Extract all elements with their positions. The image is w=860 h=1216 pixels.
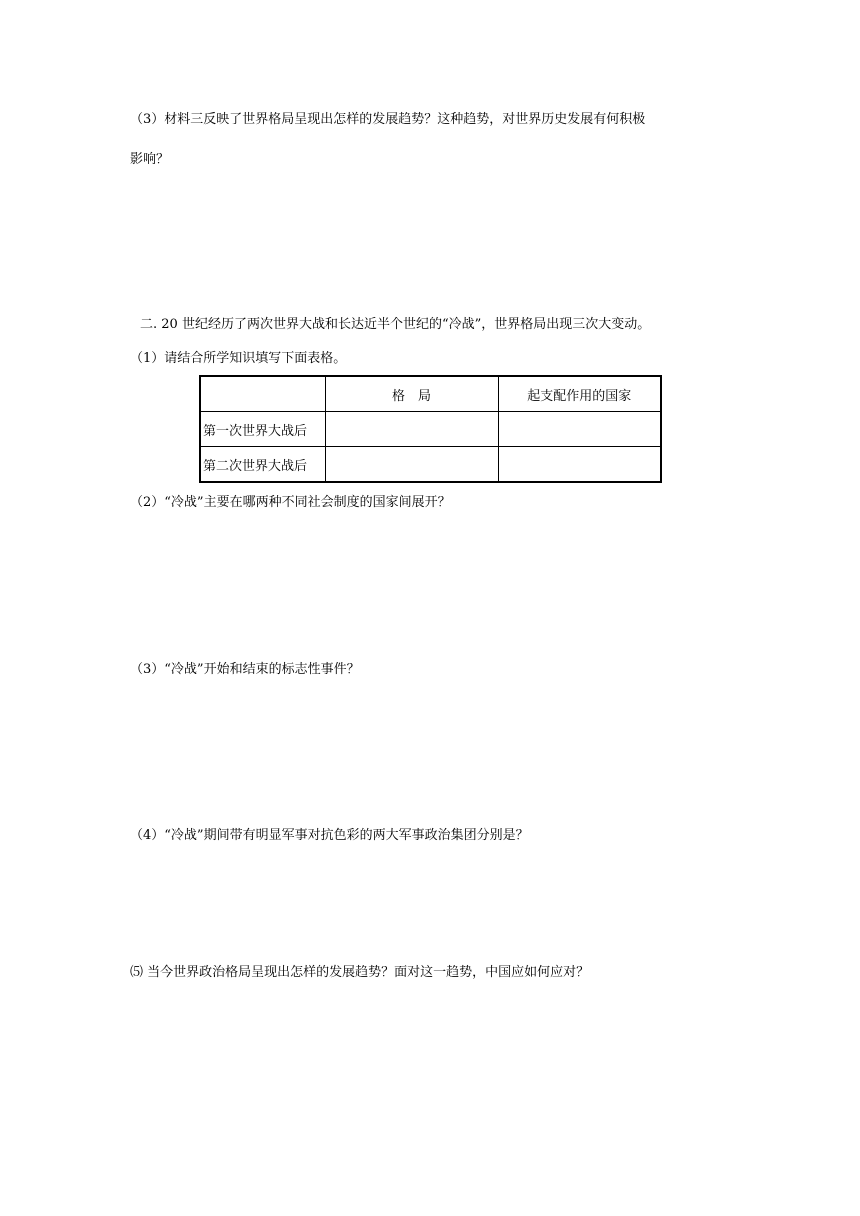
table-cell-pattern[interactable] bbox=[325, 447, 498, 483]
section-2-title: 二. 20 世纪经历了两次世界大战和长达近半个世纪的“冷战”，世界格局出现三次大变动。 bbox=[140, 317, 651, 332]
sub-question-4: （4）“冷战”期间带有明显军事对抗色彩的两大军事政治集团分别是？ bbox=[130, 828, 529, 843]
table-cell-pattern[interactable] bbox=[325, 412, 498, 447]
sub-question-5: ⑸ 当今世界政治格局呈现出怎样的发展趋势？面对这一趋势，中国应如何应对？ bbox=[130, 965, 590, 980]
sub-question-1: （1）请结合所学知识填写下面表格。 bbox=[130, 351, 347, 366]
table-row-label: 第一次世界大战后 bbox=[200, 412, 325, 447]
table-cell-countries[interactable] bbox=[498, 447, 661, 483]
table-header-countries: 起支配作用的国家 bbox=[498, 376, 661, 412]
sub-question-2: （2）“冷战”主要在哪两种不同社会制度的国家间展开？ bbox=[130, 495, 451, 510]
table-cell-countries[interactable] bbox=[498, 412, 661, 447]
table-row bbox=[200, 412, 661, 447]
question-3-text-line2: 影响？ bbox=[130, 152, 170, 167]
table-row bbox=[200, 447, 661, 483]
table-row-label: 第二次世界大战后 bbox=[200, 447, 325, 483]
table-header-pattern: 格 局 bbox=[325, 376, 498, 412]
question-3-text-line1: （3）材料三反映了世界格局呈现出怎样的发展趋势？这种趋势，对世界历史发展有何积极 bbox=[130, 112, 646, 127]
table-header-row bbox=[200, 376, 661, 412]
table-header-corner bbox=[200, 376, 325, 412]
sub-question-3: （3）“冷战”开始和结束的标志性事件？ bbox=[130, 662, 360, 677]
fill-in-table bbox=[199, 375, 662, 483]
